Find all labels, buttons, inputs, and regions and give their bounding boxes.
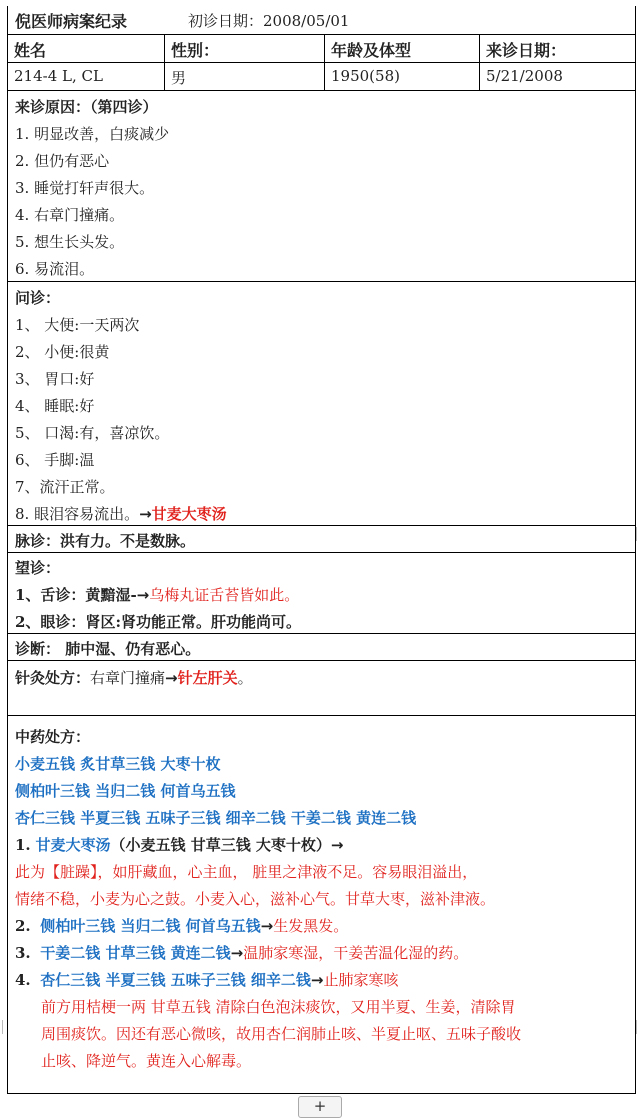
resize-handle[interactable] xyxy=(636,1020,641,1034)
formula-1 xyxy=(15,834,344,855)
formula-1-desc-c: ，如肝藏血，心主血， 脏里之津液不足。容易眼泪溢出， xyxy=(97,863,478,881)
inquiry-item: 4、 睡眠:好 xyxy=(15,397,95,415)
reason-item: 4. 右章门撞痛。 xyxy=(15,206,125,224)
patient-name-cell xyxy=(8,63,165,91)
inquiry-item-8 xyxy=(15,503,227,524)
resize-handle[interactable] xyxy=(2,1020,7,1034)
inquiry-item: 2、 小便:很黄 xyxy=(15,343,110,361)
formula-3-herbs: 干姜二钱 甘草三钱 黄连二钱 xyxy=(40,944,231,962)
formula-4-desc-2: 周围痰饮。因还有恶心微咳，故用杏仁润肺止咳、半夏止呕、五味子酸收 xyxy=(41,1025,522,1043)
formula-3 xyxy=(15,942,468,963)
formula-4-herbs: 杏仁三钱 半夏三钱 五味子三钱 细辛二钱 xyxy=(40,971,311,989)
patient-gender-cell xyxy=(165,63,325,91)
formula-1-ingredients: （小麦五钱 甘草三钱 大枣十枚） xyxy=(110,836,331,854)
acupuncture-end: 。 xyxy=(237,669,253,687)
arrow-icon: → xyxy=(136,586,150,604)
add-row-button[interactable]: + xyxy=(298,1096,342,1118)
formula-1-desc-2: 情绪不稳，小麦为心之鼓。小麦入心，滋补心气。甘草大枣，滋补津液。 xyxy=(15,890,496,908)
tongue-line xyxy=(15,584,299,605)
herbal-section xyxy=(8,716,635,1094)
patient-visit-date: 5/21/2008 xyxy=(486,67,563,85)
acupuncture-point: 针左肝关 xyxy=(177,669,238,687)
inquiry-item-8-remedy: 甘麦大枣汤 xyxy=(151,505,227,523)
formula-number: 3. xyxy=(15,944,31,962)
formula-4-effect: 止肺家寒咳 xyxy=(323,971,399,989)
header-visit-date-cell xyxy=(480,35,635,63)
header-visit-date: 来诊日期： xyxy=(486,41,567,60)
herbal-row: 小麦五钱 炙甘草三钱 大枣十枚 xyxy=(15,755,221,773)
header-name-cell xyxy=(8,35,165,63)
formula-2-herbs: 侧柏叶三钱 当归二钱 何首乌五钱 xyxy=(40,917,261,935)
acupuncture-section xyxy=(8,661,635,716)
medical-record-document xyxy=(7,6,636,1094)
record-title: 倪医师病案纪录 xyxy=(15,12,128,31)
header-age: 年龄及体型 xyxy=(331,41,412,60)
formula-1-desc-b: 【脏躁】 xyxy=(45,863,98,881)
pulse-section xyxy=(8,526,635,553)
inquiry-section xyxy=(8,282,635,526)
formula-2-effect: 生发黑发。 xyxy=(273,917,349,935)
herbal-row: 杏仁三钱 半夏三钱 五味子三钱 细辛二钱 干姜二钱 黄连二钱 xyxy=(15,809,417,827)
formula-1-desc-a: 此为 xyxy=(15,863,46,881)
inquiry-item: 1、 大便:一天两次 xyxy=(15,316,140,334)
formula-2 xyxy=(15,915,348,936)
formula-number: 1. xyxy=(15,836,31,854)
reason-item: 3. 睡觉打轩声很大。 xyxy=(15,179,155,197)
formula-1-desc-1 xyxy=(15,861,477,882)
arrow-icon: → xyxy=(165,669,178,687)
formula-4-desc-1: 前方用桔梗一两 甘草五钱 清除白色泡沫痰饮，又用半夏、生姜，清除胃 xyxy=(41,998,516,1016)
reason-title: 来诊原因：（第四诊） xyxy=(15,98,158,116)
arrow-icon: → xyxy=(330,836,344,854)
inquiry-item: 5、 口渴:有，喜凉饮。 xyxy=(15,424,170,442)
inquiry-item: 3、 胃口:好 xyxy=(15,370,95,388)
inquiry-title: 问诊： xyxy=(15,289,61,307)
first-visit-date: 初诊日期：2008/05/01 xyxy=(188,12,350,30)
reason-item: 6. 易流泪。 xyxy=(15,260,95,278)
patient-visit-date-cell xyxy=(480,63,635,91)
pulse-text: 脉诊：洪有力。不是数脉。 xyxy=(15,532,196,550)
reason-section xyxy=(8,91,635,282)
patient-age: 1950(58) xyxy=(331,67,400,85)
reason-item: 1. 明显改善，白痰减少 xyxy=(15,125,170,143)
look-title: 望诊： xyxy=(15,559,61,577)
acupuncture-label: 针灸处方： xyxy=(15,669,91,687)
title-row xyxy=(8,6,635,35)
look-section xyxy=(8,553,635,634)
arrow-icon: → xyxy=(139,505,152,523)
arrow-icon: → xyxy=(230,944,244,962)
formula-number: 2. xyxy=(15,917,31,935)
herbal-title: 中药处方： xyxy=(15,728,91,746)
diagnosis-section xyxy=(8,634,635,661)
header-gender-cell xyxy=(165,35,325,63)
acupuncture-text: 右章门撞痛 xyxy=(90,669,166,687)
inquiry-item: 6、 手脚:温 xyxy=(15,451,95,469)
formula-number: 4. xyxy=(15,971,31,989)
inquiry-item-8-text: 8. 眼泪容易流出。 xyxy=(15,505,140,523)
formula-1-name: 甘麦大枣汤 xyxy=(35,836,111,854)
herbal-row: 侧柏叶三钱 当归二钱 何首乌五钱 xyxy=(15,782,236,800)
patient-age-cell xyxy=(325,63,480,91)
header-gender: 性别： xyxy=(171,41,220,60)
reason-item: 5. 想生长头发。 xyxy=(15,233,125,251)
diagnosis-text: 诊断： 肺中湿、仍有恶心。 xyxy=(15,640,201,658)
reason-item: 2. 但仍有恶心 xyxy=(15,152,110,170)
eye-line: 2、眼诊：肾区:肾功能正常。肝功能尚可。 xyxy=(15,613,301,631)
arrow-icon: → xyxy=(260,917,274,935)
header-name: 姓名 xyxy=(14,41,47,60)
formula-3-effect: 温肺家寒湿，干姜苦温化湿的药。 xyxy=(243,944,469,962)
header-age-cell xyxy=(325,35,480,63)
formula-4-desc-3: 止咳、降逆气。黄连入心解毒。 xyxy=(41,1052,252,1070)
inquiry-item: 7、流汗正常。 xyxy=(15,478,115,496)
arrow-icon: → xyxy=(310,971,324,989)
tongue-note: 乌梅丸证舌苔皆如此。 xyxy=(149,586,300,604)
patient-gender: 男 xyxy=(171,69,187,87)
formula-4 xyxy=(15,969,398,990)
resize-handle[interactable] xyxy=(636,527,641,541)
patient-name: 214-4 L, CL xyxy=(14,67,103,85)
tongue-label: 1、舌诊：黄黯湿- xyxy=(15,586,137,604)
acupuncture-line xyxy=(15,667,253,688)
